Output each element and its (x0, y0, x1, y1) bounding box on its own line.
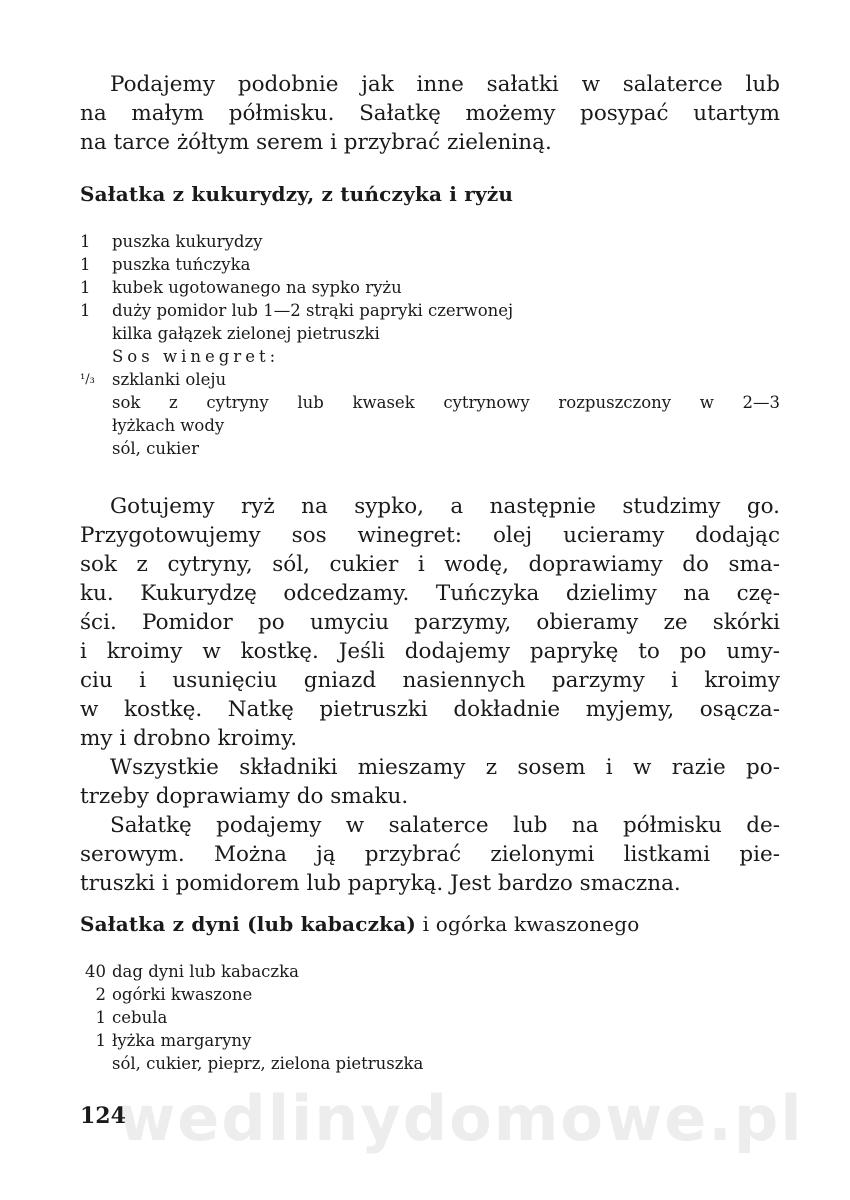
ingredient-text: puszka tuńczyka (112, 255, 251, 274)
ingredient-quantity: 2 (95, 985, 106, 1004)
sauce-subheading-text: Sos winegret: (112, 347, 280, 366)
ingredient-item (80, 1052, 780, 1075)
recipe-title-corn-tuna-rice (80, 182, 513, 206)
text-line: trzeby doprawiamy do smaku. (80, 784, 409, 809)
ingredient-text: ogórki kwaszone (112, 985, 253, 1004)
text-line: sok z cytryny, sól, cukier i wodę, doprawiamy do sma- (80, 552, 780, 577)
ingredient-text: puszka kukurydzy (112, 232, 263, 251)
ingredient-text: łyżka margaryny (112, 1031, 252, 1050)
ingredient-text: dag dyni lub kabaczka (112, 962, 299, 981)
text-line: ku. Kukurydzę odcedzamy. Tuńczyka dzielimy na czę- (80, 581, 780, 606)
ingredient-quantity: 1 (95, 1008, 106, 1027)
recipe-title-pumpkin-pickle (80, 912, 640, 936)
ingredient-item (80, 391, 780, 414)
ingredient-quantity: 1 (80, 255, 91, 274)
ingredient-quantity: 40 (85, 962, 106, 981)
intro-paragraph (80, 70, 780, 157)
method-paragraph (80, 492, 780, 753)
ingredient-quantity: ¹/₃ (80, 372, 95, 387)
ingredient-text: łyżkach wody (112, 416, 225, 435)
ingredient-item (80, 368, 780, 391)
ingredient-item (80, 253, 780, 276)
ingredient-item (80, 276, 780, 299)
ingredient-item (80, 983, 780, 1006)
ingredient-item (80, 230, 780, 253)
ingredient-quantity: 1 (80, 278, 91, 297)
text-line: Wszystkie składniki mieszamy z sosem i w razie po- (110, 755, 780, 780)
ingredient-list-pumpkin-pickle (80, 960, 780, 1075)
text-line: Sałatkę podajemy w salaterce lub na półmisku de- (110, 813, 780, 838)
ingredient-text: sok z cytryny lub kwasek cytrynowy rozpuszczony w 2—3 (112, 393, 780, 412)
text-line: truszki i pomidorem lub papryką. Jest bardzo smaczna. (80, 871, 681, 896)
ingredient-quantity: 1 (95, 1031, 106, 1050)
page-number: 124 (80, 1103, 126, 1129)
ingredient-quantity: 1 (80, 301, 91, 320)
ingredient-list-corn-tuna-rice (80, 230, 780, 460)
ingredient-text: sól, cukier, pieprz, zielona pietruszka (112, 1054, 424, 1073)
text-line: Gotujemy ryż na sypko, a następnie studzimy go. (110, 494, 780, 519)
text-line: ciu i usunięciu gniazd nasiennych parzymy i kroimy (80, 668, 780, 693)
text-line: serowym. Można ją przybrać zielonymi listkami pie- (80, 842, 780, 867)
text-line: w kostkę. Natkę pietruszki dokładnie myjemy, osącza- (80, 697, 780, 722)
ingredient-item (80, 1029, 780, 1052)
text-line: my i drobno kroimy. (80, 726, 298, 751)
ingredient-text: szklanki oleju (112, 370, 227, 389)
ingredient-text: sól, cukier (112, 439, 199, 458)
watermark: wedlinydomowe.pl (118, 1082, 804, 1155)
ingredient-item (80, 437, 780, 460)
text-line: na tarce żółtym serem i przybrać zieleniną. (80, 130, 552, 155)
ingredient-item (80, 322, 780, 345)
ingredient-item (80, 1006, 780, 1029)
text-line: i kroimy w kostkę. Jeśli dodajemy paprykę to po umy- (80, 639, 780, 664)
text-line: Podajemy podobnie jak inne sałatki w salaterce lub (110, 72, 780, 97)
method-paragraph (80, 753, 780, 811)
ingredient-text: kubek ugotowanego na sypko ryżu (112, 278, 402, 297)
ingredient-text: kilka gałązek zielonej pietruszki (112, 324, 380, 343)
method-paragraph (80, 811, 780, 898)
recipe-title-text: Sałatka z dyni (lub kabaczka) (80, 912, 417, 936)
ingredient-quantity: 1 (80, 232, 91, 251)
ingredient-item (80, 960, 780, 983)
sauce-subheading (80, 345, 780, 368)
ingredient-text: duży pomidor lub 1—2 strąki papryki czerwonej (112, 301, 514, 320)
text-line: Przygotowujemy sos winegret: olej ucieramy dodając (80, 523, 780, 548)
ingredient-item (80, 299, 780, 322)
text-line: na małym półmisku. Sałatkę możemy posypać utartym (80, 101, 780, 126)
recipe-title-text: Sałatka z kukurydzy, z tuńczyka i ryżu (80, 182, 514, 206)
recipe-title-suffix: i ogórka kwaszonego (416, 912, 640, 936)
ingredient-item (80, 414, 780, 437)
ingredient-text: cebula (112, 1008, 168, 1027)
text-line: ści. Pomidor po umyciu parzymy, obieramy ze skórki (80, 610, 780, 635)
